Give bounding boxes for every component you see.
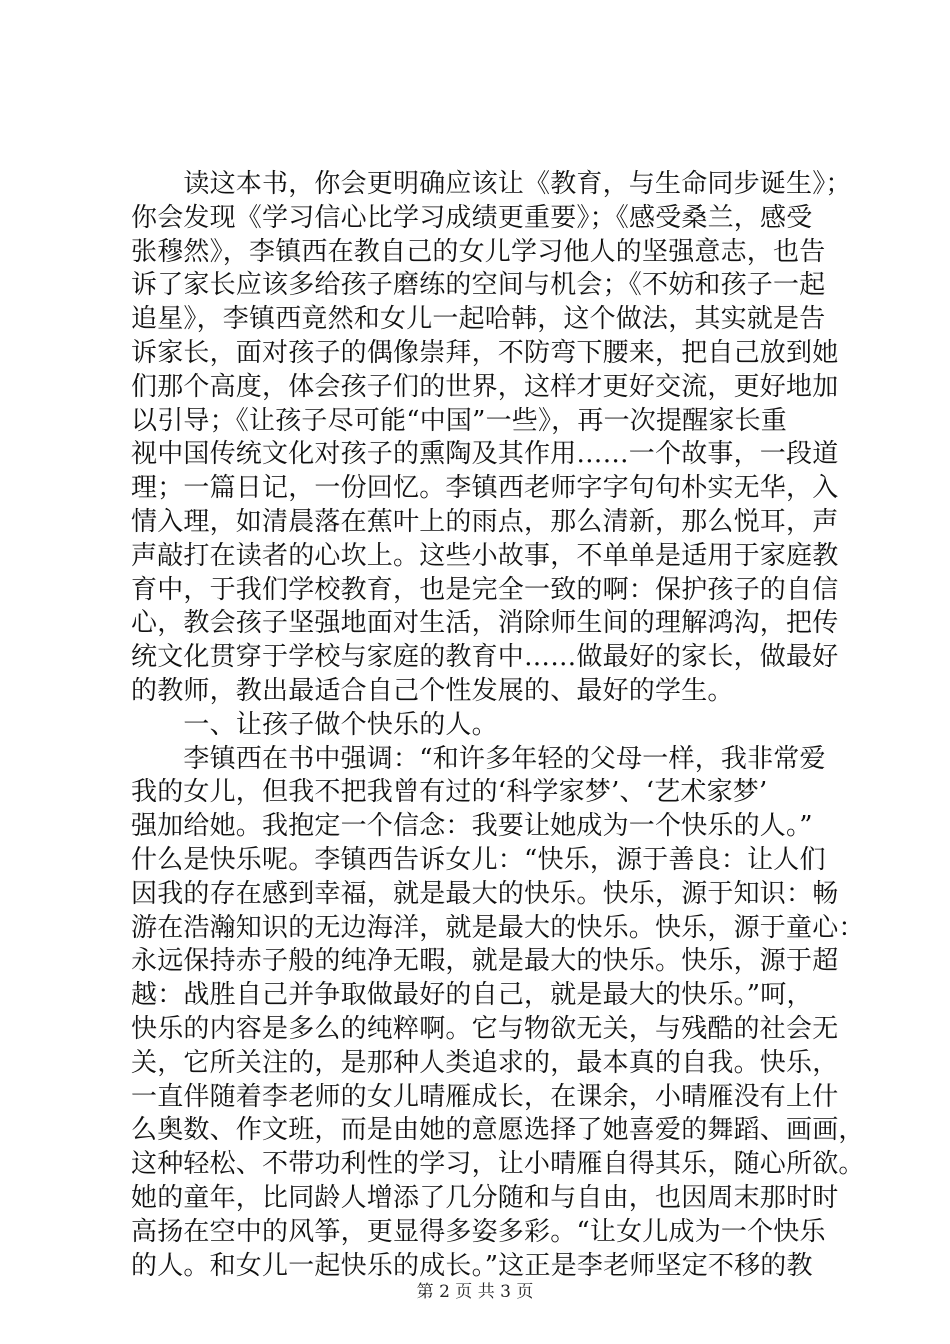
text-line: 统文化贯穿于学校与家庭的教育中……做最好的家长，做最好 — [131, 642, 839, 673]
text-line: 以引导；《让孩子尽可能“中国”一些》，再一次提醒家长重 — [131, 405, 787, 436]
text-line: 诉了家长应该多给孩子磨练的空间与机会；《不妨和孩子一起 — [131, 270, 826, 301]
text-line: 越：战胜自己并争取做最好的自己，就是最大的快乐。”呵， — [131, 980, 813, 1011]
text-line: 们那个高度，体会孩子们的世界，这样才更好交流，更好地加 — [131, 371, 839, 402]
text-line: 她的童年，比同龄人增添了几分随和与自由，也因周末那时时 — [131, 1182, 839, 1213]
text-line: 视中国传统文化对孩子的熏陶及其作用……一个故事，一段道 — [131, 439, 839, 470]
body-text — [131, 168, 865, 1283]
text-line: 追星》，李镇西竟然和女儿一起哈韩，这个做法，其实就是告 — [131, 304, 826, 335]
text-line: 声敲打在读者的心坎上。这些小故事，不单单是适用于家庭教 — [131, 540, 839, 571]
text-line: 么奥数、作文班，而是由她的意愿选择了她喜爱的舞蹈、画画， — [131, 1115, 865, 1146]
text-line: 情入理，如清晨落在蕉叶上的雨点，那么清新，那么悦耳，声 — [131, 506, 839, 537]
text-line: 理；一篇日记，一份回忆。李镇西老师字字句句朴实无华，入 — [131, 473, 839, 504]
text-line: 这种轻松、不带功利性的学习，让小晴雁自得其乐，随心所欲。 — [131, 1149, 865, 1180]
text-line: 的教师，教出最适合自己个性发展的、最好的学生。 — [131, 675, 734, 706]
text-line: 一直伴随着李老师的女儿晴雁成长，在课余，小晴雁没有上什 — [131, 1081, 839, 1112]
text-line: 你会发现《学习信心比学习成绩更重要》；《感受桑兰，感受 — [131, 202, 813, 233]
text-line: 一、让孩子做个快乐的人。 — [131, 709, 498, 740]
text-line: 强加给她。我抱定一个信念：我要让她成为一个快乐的人。” — [131, 811, 813, 842]
text-line: 我的女儿，但我不把我曾有过的‘科学家梦’、‘艺术家梦’ — [131, 777, 768, 808]
text-line: 什么是快乐呢。李镇西告诉女儿：“快乐，源于善良：让人们 — [131, 844, 826, 875]
text-line: 游在浩瀚知识的无边海洋，就是最大的快乐。快乐，源于童心： — [131, 912, 865, 943]
text-line: 李镇西在书中强调：“和许多年轻的父母一样，我非常爱 — [131, 743, 826, 774]
text-line: 读这本书，你会更明确应该让《教育，与生命同步诞生》； — [131, 169, 852, 199]
text-line: 张穆然》，李镇西在教自己的女儿学习他人的坚强意志，也告 — [131, 236, 826, 267]
text-line: 永远保持赤子般的纯净无暇，就是最大的快乐。快乐，源于超 — [131, 946, 839, 977]
text-line: 诉家长，面对孩子的偶像崇拜，不防弯下腰来，把自己放到她 — [131, 337, 839, 368]
text-line: 关，它所关注的，是那种人类追求的，最本真的自我。快乐， — [131, 1047, 839, 1078]
text-line: 育中，于我们学校教育，也是完全一致的啊：保护孩子的自信 — [131, 574, 839, 605]
page-footer: 第 2 页 共 3 页 — [416, 1282, 534, 1302]
text-line: 因我的存在感到幸福，就是最大的快乐。快乐，源于知识：畅 — [131, 878, 839, 909]
text-line: 高扬在空中的风筝，更显得多姿多彩。“让女儿成为一个快乐 — [131, 1216, 826, 1247]
text-line: 的人。和女儿一起快乐的成长。”这正是李老师坚定不移的教 — [131, 1250, 813, 1281]
text-line: 心，教会孩子坚强地面对生活，消除师生间的理解鸿沟，把传 — [131, 608, 839, 639]
text-line: 快乐的内容是多么的纯粹啊。它与物欲无关，与残酷的社会无 — [131, 1013, 839, 1044]
